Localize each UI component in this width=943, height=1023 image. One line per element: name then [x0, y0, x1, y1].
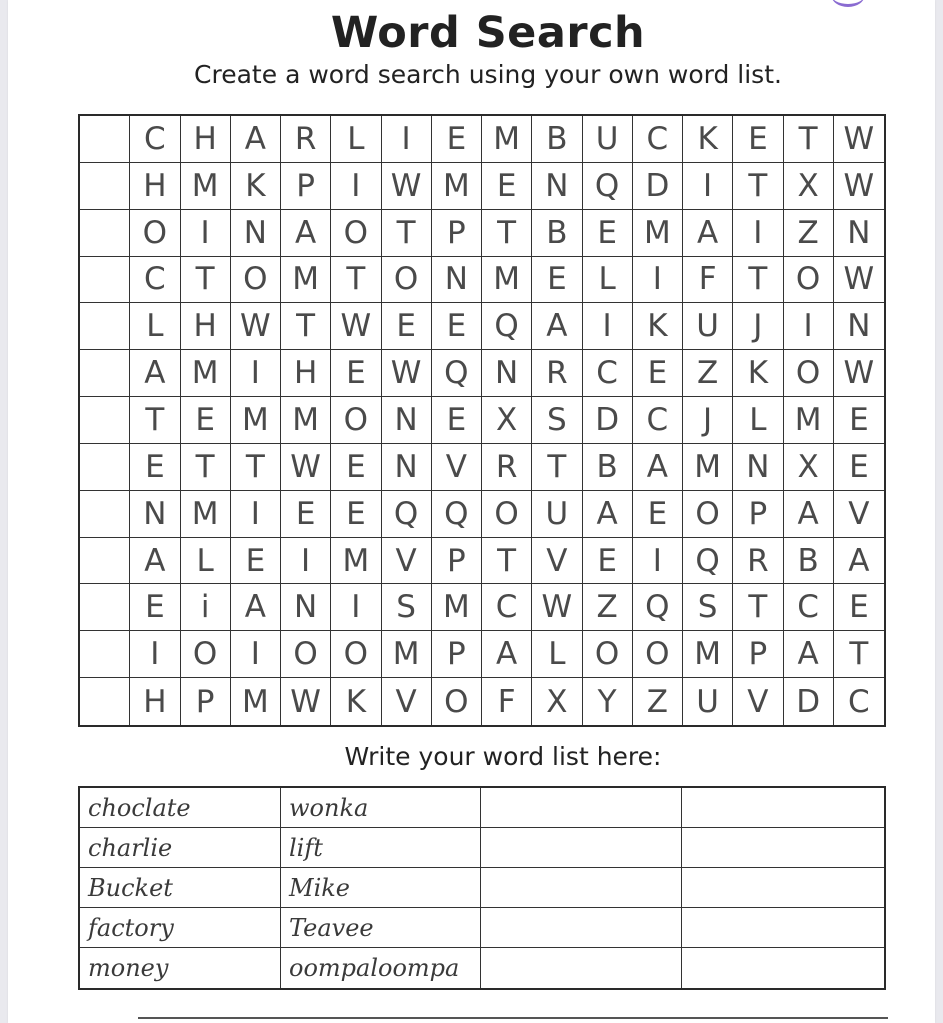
grid-cell: M: [281, 397, 331, 444]
grid-cell: B: [784, 538, 834, 585]
grid-cell: S: [683, 584, 733, 631]
grid-cell: C: [633, 397, 683, 444]
grid-cell: J: [733, 303, 783, 350]
word-list-cell: money: [80, 948, 281, 988]
grid-cell: I: [733, 210, 783, 257]
grid-cell: C: [848, 683, 870, 720]
bottom-rule: [138, 1017, 888, 1019]
grid-cell: F: [482, 678, 532, 725]
word-list-cell: lift: [281, 828, 481, 868]
grid-cell: Z: [784, 210, 834, 257]
grid-cell: C: [130, 257, 180, 304]
grid-cell: [80, 538, 130, 585]
grid-cell: M: [683, 444, 733, 491]
grid-cell: Q: [633, 584, 683, 631]
grid-cell: I: [231, 631, 281, 678]
grid-cell: I: [633, 538, 683, 585]
grid-cell: T: [733, 163, 783, 210]
grid-cell: M: [432, 584, 482, 631]
grid-cell: O: [784, 257, 834, 304]
grid-cell: Q: [583, 163, 633, 210]
grid-cell: A: [834, 538, 884, 585]
grid-cell: U: [683, 678, 733, 725]
grid-cell: O: [683, 491, 733, 538]
grid-cell: T: [231, 444, 281, 491]
word-list-cell: Teavee: [281, 908, 481, 948]
grid-cell: E: [181, 397, 231, 444]
grid-cell: H: [181, 303, 231, 350]
grid-cell: M: [181, 350, 231, 397]
grid-cell: Q: [432, 350, 482, 397]
grid-cell: E: [130, 584, 180, 631]
grid-cell: P: [432, 210, 482, 257]
word-list-cell: Mike: [281, 868, 481, 908]
grid-cell: K: [331, 678, 381, 725]
grid-cell: W: [382, 163, 432, 210]
grid-cell: M: [482, 257, 532, 304]
grid-cell: B: [583, 444, 633, 491]
grid-cell: L: [181, 538, 231, 585]
grid-cell: E: [331, 444, 381, 491]
grid-cell: T: [130, 397, 180, 444]
grid-cell: P: [432, 631, 482, 678]
word-list-cell: factory: [80, 908, 281, 948]
grid-cell: [80, 678, 130, 725]
grid-cell: O: [784, 350, 834, 397]
grid-cell: L: [130, 303, 180, 350]
grid-cell: [80, 163, 130, 210]
grid-cell: D: [583, 397, 633, 444]
grid-cell: E: [432, 116, 482, 163]
grid-cell: E: [633, 350, 683, 397]
page-subtitle: Create a word search using your own word list.: [194, 60, 782, 89]
grid-cell: K: [633, 303, 683, 350]
grid-cell: K: [683, 116, 733, 163]
grid-cell: N: [231, 210, 281, 257]
grid-cell: I: [331, 584, 381, 631]
grid-cell: Q: [482, 303, 532, 350]
grid-cell: L: [532, 631, 582, 678]
grid-cell: M: [281, 257, 331, 304]
grid-cell: M: [382, 631, 432, 678]
grid-cell: B: [532, 116, 582, 163]
grid-cell: W: [834, 116, 884, 163]
word-list-cell: [682, 788, 884, 828]
grid-cell: K: [231, 163, 281, 210]
grid-cell: O: [331, 210, 381, 257]
grid-cell: O: [331, 631, 381, 678]
grid-cell: A: [532, 303, 582, 350]
grid-cell: U: [583, 116, 633, 163]
grid-cell: E: [583, 538, 633, 585]
grid-cell: C: [583, 350, 633, 397]
grid-cell: T: [482, 210, 532, 257]
grid-cell: [80, 303, 130, 350]
grid-cell: N: [130, 491, 180, 538]
grid-cell: I: [231, 491, 281, 538]
grid-cell: J: [683, 397, 733, 444]
grid-cell: E: [733, 116, 783, 163]
grid-cell: M: [231, 397, 281, 444]
grid-cell: Q: [432, 491, 482, 538]
grid-cell: [80, 116, 130, 163]
grid-cell: W: [281, 678, 331, 725]
grid-cell: R: [281, 116, 331, 163]
grid-cell: P: [733, 491, 783, 538]
grid-cell: T: [281, 303, 331, 350]
grid-cell: I: [633, 257, 683, 304]
grid-cell: X: [784, 444, 834, 491]
grid-cell: E: [583, 210, 633, 257]
grid-cell: W: [834, 350, 884, 397]
grid-cell: I: [281, 538, 331, 585]
grid-cell: Z: [683, 350, 733, 397]
grid-cell: X: [532, 678, 582, 725]
grid-cell: Q: [683, 538, 733, 585]
grid-cell: A: [784, 631, 834, 678]
grid-cell: W: [834, 257, 884, 304]
grid-cell: O: [482, 491, 532, 538]
grid-cell: i: [181, 584, 231, 631]
grid-cell: V: [382, 538, 432, 585]
grid-cell: T: [784, 116, 834, 163]
grid-cell: M: [633, 210, 683, 257]
grid-cell: C: [130, 116, 180, 163]
grid-cell: C: [784, 584, 834, 631]
word-search-grid: [78, 114, 886, 727]
grid-cell: K: [733, 350, 783, 397]
grid-cell: [80, 257, 130, 304]
grid-cell: A: [130, 538, 180, 585]
grid-cell: M: [181, 491, 231, 538]
grid-cell: A: [683, 210, 733, 257]
grid-cell: E: [281, 491, 331, 538]
grid-cell: A: [130, 350, 180, 397]
word-list-cell: choclate: [80, 788, 281, 828]
grid-cell: H: [181, 116, 231, 163]
grid-cell: I: [382, 116, 432, 163]
grid-cell: N: [532, 163, 582, 210]
word-list-title: Write your word list here:: [344, 742, 662, 771]
grid-cell: E: [432, 303, 482, 350]
grid-cell: T: [733, 257, 783, 304]
grid-cell: H: [130, 678, 180, 725]
word-list-cell: charlie: [80, 828, 281, 868]
grid-cell: W: [834, 163, 884, 210]
grid-cell: O: [281, 631, 331, 678]
grid-cell: A: [482, 631, 532, 678]
grid-cell: B: [532, 210, 582, 257]
grid-cell: L: [583, 257, 633, 304]
word-list-cell: [682, 868, 884, 908]
grid-cell: W: [382, 350, 432, 397]
grid-cell: T: [181, 444, 231, 491]
grid-cell: W: [281, 444, 331, 491]
grid-cell: X: [784, 163, 834, 210]
word-list-cell: [682, 908, 884, 948]
grid-cell: M: [331, 538, 381, 585]
grid-cell: R: [733, 538, 783, 585]
grid-cell: E: [834, 584, 884, 631]
grid-cell: T: [181, 257, 231, 304]
grid-cell: V: [834, 491, 884, 538]
grid-cell: N: [834, 210, 884, 257]
grid-cell: E: [382, 303, 432, 350]
grid-cell: V: [432, 444, 482, 491]
grid-cell: W: [231, 303, 281, 350]
grid-cell: N: [482, 350, 532, 397]
grid-cell: M: [683, 631, 733, 678]
grid-cell: H: [130, 163, 180, 210]
grid-cell: O: [231, 257, 281, 304]
grid-cell: O: [130, 210, 180, 257]
grid-cell: I: [181, 210, 231, 257]
grid-cell: O: [633, 631, 683, 678]
grid-cell: P: [181, 678, 231, 725]
grid-cell: M: [432, 163, 482, 210]
grid-cell: O: [432, 678, 482, 725]
grid-cell: N: [281, 584, 331, 631]
word-list-cell: Bucket: [80, 868, 281, 908]
grid-cell: O: [382, 257, 432, 304]
grid-cell: E: [482, 163, 532, 210]
grid-cell: X: [482, 397, 532, 444]
grid-cell: Y: [583, 678, 633, 725]
grid-cell: O: [331, 397, 381, 444]
grid-cell: Z: [583, 584, 633, 631]
grid-cell: U: [532, 491, 582, 538]
grid-cell: O: [583, 631, 633, 678]
grid-cell: A: [231, 116, 281, 163]
grid-cell: R: [532, 350, 582, 397]
grid-cell: I: [331, 163, 381, 210]
grid-cell: A: [633, 444, 683, 491]
grid-cell: E: [633, 491, 683, 538]
grid-cell: I: [583, 303, 633, 350]
word-list-cell: [481, 948, 682, 988]
grid-cell: A: [583, 491, 633, 538]
grid-cell: T: [382, 210, 432, 257]
grid-cell: E: [231, 538, 281, 585]
grid-cell: D: [784, 678, 834, 725]
grid-cell: D: [633, 163, 683, 210]
grid-cell: T: [834, 631, 884, 678]
grid-cell: U: [683, 303, 733, 350]
grid-cell: P: [733, 631, 783, 678]
grid-cell: O: [181, 631, 231, 678]
word-list-cell: [481, 868, 682, 908]
grid-cell: T: [733, 584, 783, 631]
grid-cell: E: [834, 444, 884, 491]
grid-cell: L: [733, 397, 783, 444]
grid-cell: [80, 350, 130, 397]
grid-cell: A: [281, 210, 331, 257]
grid-cell: M: [784, 397, 834, 444]
grid-cell: [80, 210, 130, 257]
grid-cell: M: [181, 163, 231, 210]
grid-cell: E: [834, 397, 884, 444]
grid-cell: E: [331, 350, 381, 397]
grid-cell: P: [432, 538, 482, 585]
word-list-cell: oompaloompa: [281, 948, 481, 988]
word-list-cell: [481, 908, 682, 948]
worksheet-page: [8, 0, 935, 1023]
pen-mark: [831, 0, 865, 7]
word-list-cell: [481, 828, 682, 868]
grid-cell: M: [231, 678, 281, 725]
grid-cell: N: [382, 397, 432, 444]
grid-cell: F: [683, 257, 733, 304]
grid-cell: N: [834, 303, 884, 350]
grid-cell: E: [331, 491, 381, 538]
grid-cell: M: [482, 116, 532, 163]
grid-cell: Q: [382, 491, 432, 538]
grid-cell: T: [482, 538, 532, 585]
grid-cell: V: [733, 678, 783, 725]
grid-cell: I: [231, 350, 281, 397]
grid-cell: L: [331, 116, 381, 163]
grid-cell: [80, 491, 130, 538]
grid-cell: E: [432, 397, 482, 444]
grid-cell: H: [281, 350, 331, 397]
grid-cell: C: [633, 116, 683, 163]
grid-cell: V: [382, 678, 432, 725]
grid-cell: [80, 397, 130, 444]
page-title: Word Search: [330, 8, 646, 58]
grid-cell: R: [482, 444, 532, 491]
grid-cell: E: [532, 257, 582, 304]
word-list-cell: [682, 948, 884, 988]
grid-cell: W: [532, 584, 582, 631]
grid-cell: T: [532, 444, 582, 491]
word-list-cell: [481, 788, 682, 828]
grid-cell: W: [331, 303, 381, 350]
grid-cell: A: [784, 491, 834, 538]
grid-cell: N: [432, 257, 482, 304]
grid-cell: N: [733, 444, 783, 491]
grid-cell: I: [784, 303, 834, 350]
grid-cell: N: [382, 444, 432, 491]
grid-cell: Z: [633, 678, 683, 725]
word-list-cell: wonka: [281, 788, 481, 828]
grid-cell: P: [281, 163, 331, 210]
word-list-table: [78, 786, 886, 990]
grid-cell: C: [482, 584, 532, 631]
grid-cell: [80, 631, 130, 678]
grid-cell: T: [331, 257, 381, 304]
grid-cell: [80, 444, 130, 491]
grid-cell: [80, 584, 130, 631]
grid-cell: E: [130, 444, 180, 491]
word-list-cell: [682, 828, 884, 868]
grid-cell: A: [231, 584, 281, 631]
grid-cell: S: [382, 584, 432, 631]
grid-cell: I: [130, 631, 180, 678]
grid-cell: S: [532, 397, 582, 444]
grid-cell: I: [683, 163, 733, 210]
grid-cell: V: [532, 538, 582, 585]
